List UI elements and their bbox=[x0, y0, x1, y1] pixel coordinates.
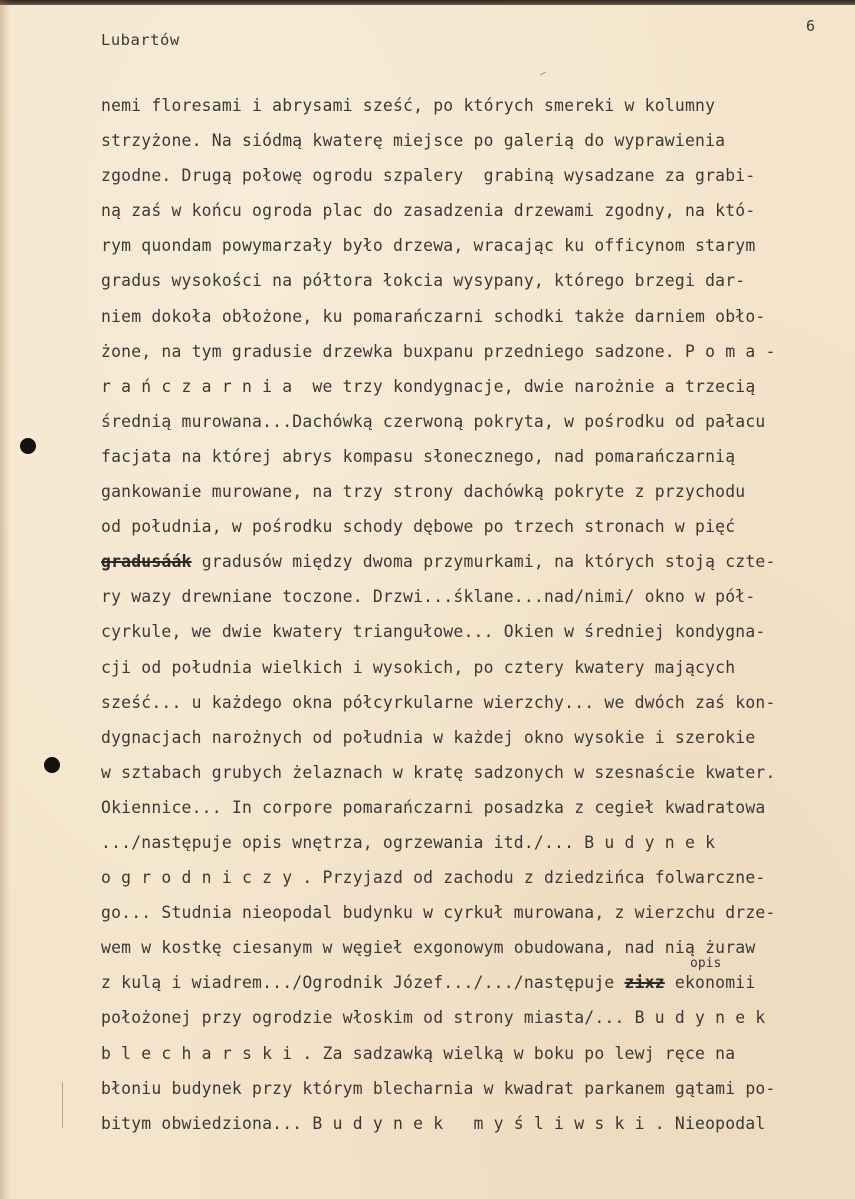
text-line: ną zaś w końcu ogroda plac do zasadzenia drzewami zgodny, na któ- bbox=[101, 201, 756, 221]
text-line: rym quondam powymarzały było drzewa, wracając ku officynom starym bbox=[101, 236, 756, 256]
page-top-edge bbox=[0, 0, 855, 5]
text-line: w sztabach grubych żelaznach w kratę sadzonych w szesnaście kwater. bbox=[101, 762, 776, 782]
text-line: go... Studnia nieopodal budynku w cyrkuł murowana, z wierzchu drze- bbox=[101, 903, 776, 923]
interlinear-insertion: opis bbox=[690, 956, 722, 971]
text-line: facjata na której abrys kompasu słonecznego, nad pomarańczarnią bbox=[101, 446, 736, 466]
text-line: cji od południa wielkich i wysokich, po cztery kwatery mających bbox=[101, 657, 736, 677]
running-head: Lubartów bbox=[101, 31, 180, 49]
page-number: 6 bbox=[806, 17, 816, 35]
text-line: gankowanie murowane, na trzy strony dachówką pokryte z przychodu bbox=[101, 482, 746, 502]
text-line-end: ekonomii bbox=[664, 973, 756, 993]
text-line-with-strikeout bbox=[101, 969, 853, 1004]
text-line: średnią murowana...Dachówką czerwoną pokryta, w pośrodku od pałacu bbox=[101, 411, 766, 431]
typed-body-text bbox=[101, 92, 853, 1145]
text-line: zgodne. Drugą połowę ogrodu szpalery grabiną wysadzane za grabi- bbox=[101, 166, 756, 186]
text-line: niem dokoła obłożone, ku pomarańczarni schodki także darniem obło- bbox=[101, 306, 766, 326]
text-line-start: z kulą i wiadrem.../Ogrodnik Józef.../.../następuje bbox=[101, 973, 625, 993]
text-line: nemi floresami i abrysami sześć, po których smereki w kolumny bbox=[101, 96, 716, 115]
struck-out-word: gradusáák bbox=[101, 552, 192, 572]
text-line: położonej przy ogrodzie włoskim od strony miasta/... B u d y n e k bbox=[101, 1008, 766, 1028]
page-left-shadow bbox=[0, 0, 10, 1199]
punch-hole bbox=[20, 438, 36, 454]
text-line: ry wazy drewniane toczone. Drzwi...śklane...nad/nimi/ okno w pół- bbox=[101, 587, 756, 607]
text-line-remainder: gradusów między dwoma przymurkami, na których stoją czte- bbox=[191, 552, 776, 572]
text-line: cyrkule, we dwie kwatery triangułowe... Okien w średniej kondygna- bbox=[101, 622, 766, 642]
text-line: błoniu budynek przy którym blecharnia w kwadrat parkanem gątami po- bbox=[101, 1078, 776, 1098]
text-line: strzyżone. Na siódmą kwaterę miejsce po galerią do wyprawienia bbox=[101, 131, 726, 151]
text-line: gradus wysokości na półtora łokcia wysypany, którego brzegi dar- bbox=[101, 271, 746, 291]
text-line: .../następuje opis wnętrza, ogrzewania itd./... B u d y n e k bbox=[101, 832, 716, 852]
text-line: b l e c h a r s k i . Za sadzawką wielką w boku po lewj ręce na bbox=[101, 1043, 736, 1063]
text-line: dygnacjach narożnych od południa w każdej okno wysokie i szerokie bbox=[101, 727, 756, 747]
text-line-with-strikeout bbox=[101, 548, 853, 583]
text-line: bitym obwiedziona... B u d y n e k m y ś l i w s k i . Nieopodal bbox=[101, 1113, 766, 1133]
struck-out-word: zixz bbox=[624, 973, 665, 993]
pencil-tick-mark bbox=[540, 72, 546, 76]
text-line: od południa, w pośrodku schody dębowe po trzech stronach w pięć bbox=[101, 517, 736, 537]
text-line: żone, na tym gradusie drzewka buxpanu przedniego sadzone. P o m a - bbox=[101, 341, 776, 361]
pencil-margin-mark bbox=[62, 1082, 63, 1128]
text-line: sześć... u każdego okna półcyrkularne wierzchy... we dwóch zaś kon- bbox=[101, 692, 776, 712]
text-line: Okiennice... In corpore pomarańczarni posadzka z cegieł kwadratowa bbox=[101, 797, 766, 817]
punch-hole bbox=[44, 757, 60, 773]
text-line: r a ń c z a r n i a we trzy kondygnacje, dwie narożnie a trzecią bbox=[101, 376, 756, 396]
text-line: wem w kostkę ciesanym w węgieł exgonowym obudowana, nad nią żuraw bbox=[101, 938, 756, 958]
text-line: o g r o d n i c z y . Przyjazd od zachodu z dziedzińca folwarczne- bbox=[101, 868, 766, 888]
